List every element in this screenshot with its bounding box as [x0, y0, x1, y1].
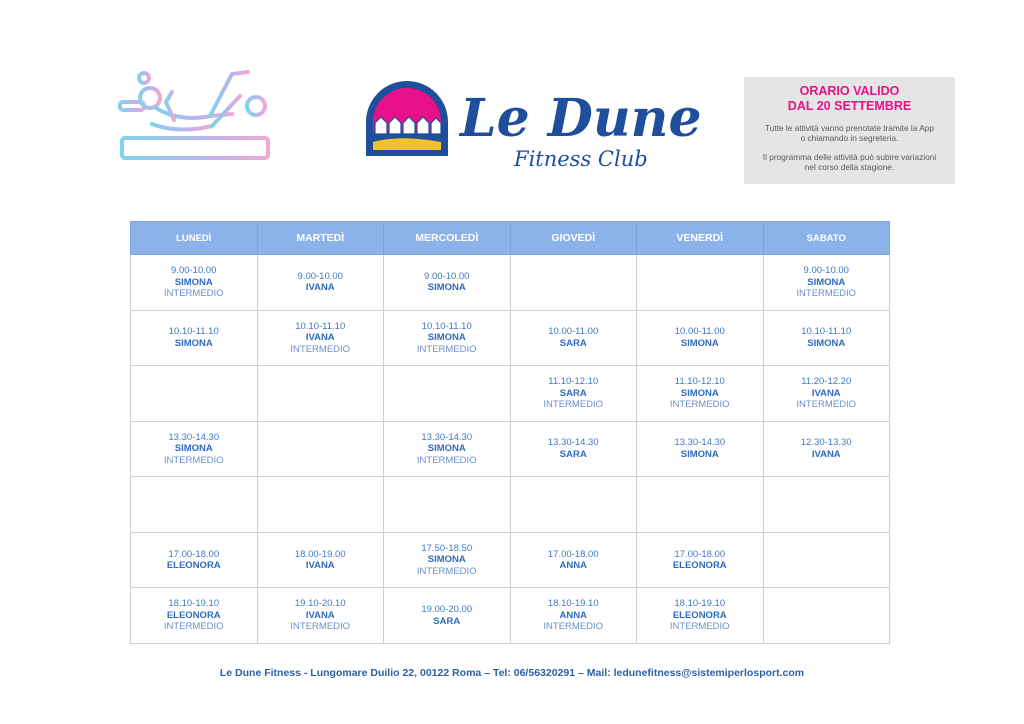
class-time: 10.10-11.10: [168, 326, 219, 338]
class-time: 13.30-14.30: [168, 431, 220, 443]
instructor-name: ELEONORA: [672, 609, 727, 621]
schedule-cell: [510, 421, 637, 477]
class-time: 9.00-10.00: [803, 265, 849, 277]
day-header-monday: LUNEDÌ: [131, 222, 258, 255]
instructor-name: IVANA: [811, 387, 841, 399]
class-slot: [258, 321, 384, 356]
schedule-cell: [763, 532, 890, 588]
class-level: INTERMEDIO: [796, 288, 857, 300]
schedule-notice: [744, 77, 955, 184]
brand-tagline: Fitness Club: [514, 147, 648, 171]
schedule-cell: [763, 588, 890, 644]
class-level: INTERMEDIO: [669, 621, 730, 633]
class-slot: [637, 598, 763, 633]
class-time: 11.20-12.20: [801, 376, 852, 388]
pilates-reformer-icon: [112, 62, 274, 188]
schedule-cell: [131, 366, 258, 422]
schedule-cell: [763, 366, 890, 422]
notice-title: ORARIO VALIDO DAL 20 SETTEMBRE: [787, 84, 912, 113]
schedule-cell: [510, 310, 637, 366]
schedule-body: [131, 255, 890, 644]
class-slot: [258, 271, 384, 294]
schedule-cell: [637, 588, 764, 644]
instructor-name: ANNA: [559, 560, 587, 572]
schedule-cell: [131, 310, 258, 366]
class-slot: [764, 326, 890, 349]
day-header-tuesday: MARTEDÌ: [257, 222, 384, 255]
table-row: [131, 532, 890, 588]
schedule-cell: [131, 421, 258, 477]
instructor-name: SIMONA: [680, 448, 719, 460]
schedule-cell: [510, 366, 637, 422]
instructor-name: ELEONORA: [166, 609, 221, 621]
instructor-name: SARA: [559, 387, 587, 399]
instructor-name: IVANA: [305, 332, 335, 344]
class-slot: [258, 549, 384, 572]
day-header-row: [131, 222, 890, 255]
class-level: INTERMEDIO: [543, 399, 604, 411]
notice-changes: Il programma delle attività può subire variazioni nel corso della stagione.: [762, 152, 937, 172]
class-time: 10.00-11.00: [674, 326, 725, 338]
schedule-cell: [763, 477, 890, 533]
class-level: INTERMEDIO: [669, 399, 730, 411]
class-level: INTERMEDIO: [416, 454, 477, 466]
instructor-name: IVANA: [305, 282, 335, 294]
instructor-name: SIMONA: [427, 282, 466, 294]
class-time: 19.00-20.00: [421, 604, 473, 616]
le-dune-logo: [364, 76, 702, 172]
schedule-cell: [510, 532, 637, 588]
schedule-cell: [384, 477, 511, 533]
class-time: 18.10-19.10: [547, 598, 599, 610]
class-time: 18.00-19.00: [294, 548, 346, 560]
class-level: INTERMEDIO: [543, 621, 604, 633]
schedule-cell: [257, 366, 384, 422]
class-slot: [511, 326, 637, 349]
class-slot: [131, 326, 257, 349]
class-slot: [637, 437, 763, 460]
brand-name: Le Dune: [460, 88, 702, 149]
instructor-name: SIMONA: [807, 337, 846, 349]
schedule-cell: [637, 532, 764, 588]
instructor-name: SIMONA: [427, 554, 466, 566]
class-time: 9.00-10.00: [297, 270, 343, 282]
class-slot: [637, 326, 763, 349]
instructor-name: SIMONA: [680, 387, 719, 399]
class-slot: [511, 598, 637, 633]
instructor-name: ANNA: [559, 609, 587, 621]
class-time: 19.10-20.10: [294, 598, 346, 610]
instructor-name: SIMONA: [174, 443, 213, 455]
schedule-cell: [637, 421, 764, 477]
instructor-name: IVANA: [305, 609, 335, 621]
class-slot: [384, 604, 510, 627]
class-time: 11.10-12.10: [674, 376, 725, 388]
beach-huts-logo-icon: [366, 81, 448, 156]
class-level: INTERMEDIO: [290, 343, 351, 355]
schedule-cell: [384, 255, 511, 311]
class-level: INTERMEDIO: [416, 565, 477, 577]
instructor-name: SIMONA: [427, 443, 466, 455]
class-slot: [384, 543, 510, 578]
table-row: [131, 366, 890, 422]
instructor-name: ELEONORA: [672, 560, 727, 572]
schedule-cell: [763, 310, 890, 366]
class-level: INTERMEDIO: [163, 621, 224, 633]
instructor-name: SARA: [559, 337, 587, 349]
schedule-cell: [510, 255, 637, 311]
schedule-cell: [384, 421, 511, 477]
schedule-cell: [257, 532, 384, 588]
instructor-name: SIMONA: [680, 337, 719, 349]
class-slot: [764, 437, 890, 460]
class-slot: [384, 271, 510, 294]
class-slot: [258, 598, 384, 633]
table-row: [131, 255, 890, 311]
notice-booking: Tutte le attività vanno prenotate tramite la App o chiamando in segreteria.: [765, 123, 934, 143]
class-slot: [764, 376, 890, 411]
instructor-name: ELEONORA: [166, 560, 221, 572]
footer-contact: Le Dune Fitness - Lungomare Duilio 22, 00122 Roma – Tel: 06/56320291 – Mail: ledunefitness@sistemiperlosport.com: [219, 667, 805, 679]
schedule-cell: [384, 310, 511, 366]
class-level: INTERMEDIO: [416, 343, 477, 355]
class-slot: [511, 376, 637, 411]
class-time: 10.10-11.10: [295, 320, 346, 332]
class-time: 17.50-18.50: [421, 542, 473, 554]
class-time: 18.10-19.10: [168, 598, 220, 610]
schedule-cell: [384, 532, 511, 588]
class-level: INTERMEDIO: [163, 454, 224, 466]
class-time: 18.10-19.10: [674, 598, 726, 610]
schedule-cell: [131, 477, 258, 533]
instructor-name: SIMONA: [427, 332, 466, 344]
schedule-cell: [763, 255, 890, 311]
table-row: [131, 310, 890, 366]
class-time: 9.00-10.00: [171, 265, 217, 277]
class-time: 13.30-14.30: [674, 437, 726, 449]
notice-body: [744, 123, 955, 172]
class-time: 9.00-10.00: [424, 270, 470, 282]
instructor-name: SIMONA: [174, 337, 213, 349]
schedule-cell: [384, 366, 511, 422]
day-header-friday: VENERDÌ: [637, 222, 764, 255]
schedule-cell: [257, 477, 384, 533]
schedule-cell: [637, 255, 764, 311]
schedule-cell: [384, 588, 511, 644]
instructor-name: IVANA: [811, 448, 841, 460]
class-slot: [131, 598, 257, 633]
class-slot: [384, 321, 510, 356]
class-slot: [131, 265, 257, 300]
class-level: INTERMEDIO: [290, 621, 351, 633]
schedule-cell: [637, 310, 764, 366]
class-slot: [637, 376, 763, 411]
schedule-cell: [131, 532, 258, 588]
class-time: 17.00-18.00: [547, 548, 599, 560]
schedule-cell: [257, 310, 384, 366]
table-row: [131, 477, 890, 533]
schedule-cell: [510, 477, 637, 533]
class-time: 12.30-13.30: [800, 437, 852, 449]
instructor-name: SARA: [433, 615, 461, 627]
class-slot: [764, 265, 890, 300]
instructor-name: SIMONA: [174, 276, 213, 288]
class-slot: [131, 549, 257, 572]
instructor-name: SARA: [559, 448, 587, 460]
schedule-cell: [510, 588, 637, 644]
class-time: 10.00-11.00: [548, 326, 599, 338]
instructor-name: IVANA: [305, 560, 335, 572]
schedule-cell: [637, 477, 764, 533]
schedule-cell: [763, 421, 890, 477]
class-time: 10.10-11.10: [801, 326, 852, 338]
class-slot: [637, 549, 763, 572]
schedule-cell: [131, 255, 258, 311]
class-time: 11.10-12.10: [548, 376, 599, 388]
schedule-cell: [637, 366, 764, 422]
class-slot: [131, 432, 257, 467]
class-slot: [511, 549, 637, 572]
day-header-thursday: GIOVEDÌ: [510, 222, 637, 255]
class-slot: [511, 437, 637, 460]
class-level: INTERMEDIO: [796, 399, 857, 411]
schedule-cell: [131, 588, 258, 644]
schedule-cell: [257, 588, 384, 644]
class-time: 13.30-14.30: [421, 431, 473, 443]
day-header-saturday: SABATO: [763, 222, 890, 255]
table-row: [131, 588, 890, 644]
schedule-cell: [257, 255, 384, 311]
table-row: [131, 421, 890, 477]
class-time: 17.00-18.00: [674, 548, 726, 560]
class-level: INTERMEDIO: [163, 288, 224, 300]
class-slot: [384, 432, 510, 467]
schedule-cell: [257, 421, 384, 477]
class-time: 13.30-14.30: [547, 437, 599, 449]
day-header-wednesday: MERCOLEDÌ: [384, 222, 511, 255]
instructor-name: SIMONA: [807, 276, 846, 288]
class-time: 17.00-18.00: [168, 548, 220, 560]
weekly-schedule-table: [130, 221, 890, 644]
class-time: 10.10-11.10: [421, 320, 472, 332]
